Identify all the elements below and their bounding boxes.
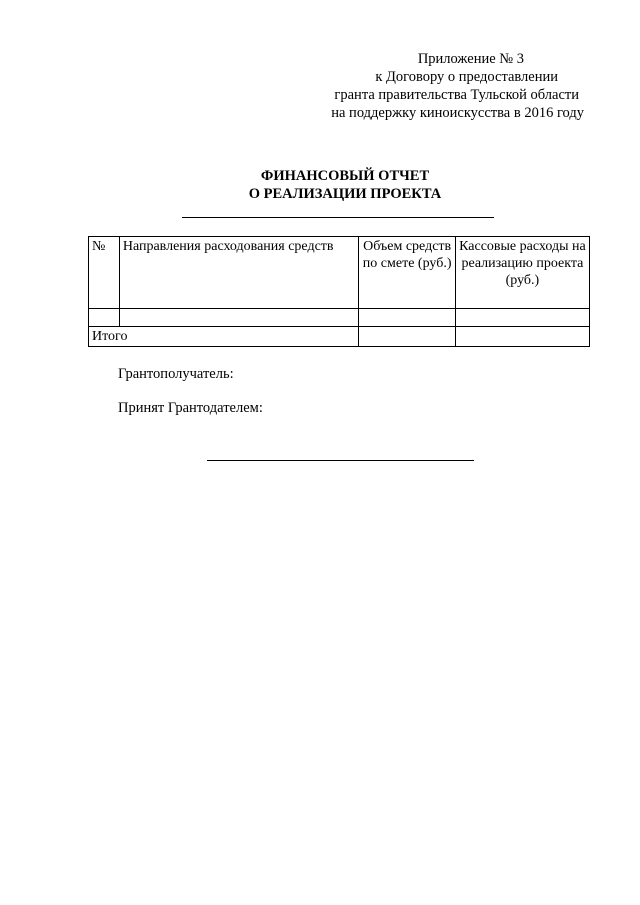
table-cell [89,309,120,327]
title-line-2: О РЕАЛИЗАЦИИ ПРОЕКТА [248,186,442,202]
financial-report-table [88,236,590,347]
appendix-header [284,50,584,122]
document-title [0,167,640,203]
table-cell [455,309,589,327]
signature-line [207,460,474,461]
column-header-number: № [89,237,120,309]
table-row [89,309,590,327]
appendix-contract-ref: к Договору о предоставлении [375,69,558,85]
column-header-budget-volume: Объем средств по смете (руб.) [359,237,455,309]
table-total-row [89,327,590,347]
column-header-directions: Направления расходования средств [119,237,359,309]
total-budget-cell [359,327,455,347]
accepted-by-grantor-label: Принят Грантодателем: [118,400,263,416]
table-cell [119,309,359,327]
column-header-cash-expenses: Кассовые расходы на реализацию проекта (руб.) [455,237,589,309]
title-underline [182,217,494,218]
total-label: Итого [89,327,359,347]
total-cash-cell [455,327,589,347]
table-header-row [89,237,590,309]
appendix-purpose: на поддержку киноискусства в 2016 году [331,105,584,121]
table-cell [359,309,455,327]
appendix-grant-ref: гранта правительства Тульской области [334,87,579,103]
appendix-number: Приложение № 3 [417,51,524,67]
grantee-label: Грантополучатель: [118,366,234,382]
title-line-1: ФИНАНСОВЫЙ ОТЧЕТ [260,168,430,184]
